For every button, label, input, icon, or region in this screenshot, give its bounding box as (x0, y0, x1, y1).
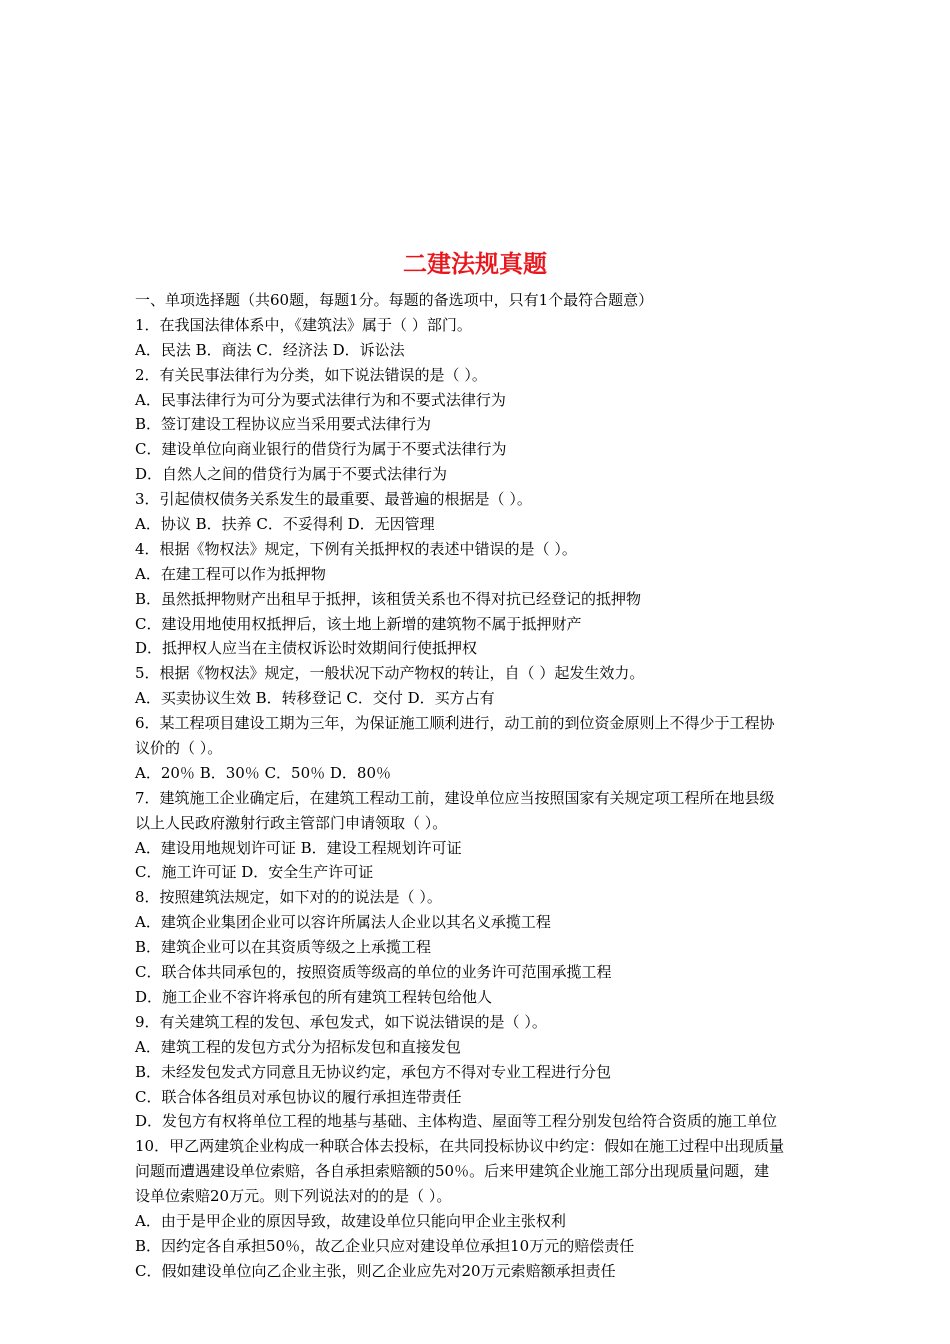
text-line: A．民法 B．商法 C．经济法 D．诉讼法 (135, 340, 405, 359)
text-line: A．20％ B．30％ C．50％ D．80％ (135, 763, 392, 782)
text-line: 5．根据《物权法》规定，一般状况下动产物权的转让，自（ ）起发生效力。 (135, 664, 645, 683)
text-line: B．因约定各自承担50％，故乙企业只应对建设单位承担10万元的赔偿责任 (135, 1236, 635, 1255)
text-line: 8．按照建筑法规定，如下对的的说法是（ ）。 (135, 888, 442, 907)
text-line: 问题而遭遇建设单位索赔，各自承担索赔额的50％。后来甲建筑企业施工部分出现质量问题，建 (135, 1162, 770, 1181)
text-line: D．发包方有权将单位工程的地基与基础、主体构造、屋面等工程分别发包给符合资质的施工单位 (135, 1112, 778, 1131)
text-line: C．施工许可证 D．安全生产许可证 (135, 863, 374, 882)
text-line: A．建设用地规划许可证 B．建设工程规划许可证 (135, 838, 462, 857)
text-line: 10．甲乙两建筑企业构成一种联合体去投标，在共同投标协议中约定：假如在施工过程中出现质量 (135, 1137, 785, 1156)
text-line: A．建筑企业集团企业可以容许所属法人企业以其名义承揽工程 (135, 913, 551, 932)
text-line: 4．根据《物权法》规定，下例有关抵押权的表述中错误的是（ ）。 (135, 539, 577, 558)
text-line: B．未经发包发式方同意且无协议约定，承包方不得对专业工程进行分包 (135, 1062, 612, 1081)
text-line: 6．某工程项目建设工期为三年，为保证施工顺利进行，动工前的到位资金原则上不得少于工程协 (135, 714, 775, 733)
text-line: 3．引起债权债务关系发生的最重要、最普遍的根据是（ ）。 (135, 490, 532, 509)
text-line: 议价的（ ）。 (135, 739, 223, 758)
text-line: B．建筑企业可以在其资质等级之上承揽工程 (135, 938, 432, 957)
text-line: A．建筑工程的发包方式分为招标发包和直接发包 (135, 1037, 461, 1056)
section-heading: 一、单项选择题（共60题，每题1分。每题的备选项中，只有1个最符合题意） (135, 291, 654, 309)
text-line: 2．有关民事法律行为分类，如下说法错误的是（ ）。 (135, 365, 487, 384)
text-line: B．虽然抵押物财产出租早于抵押，该租赁关系也不得对抗已经登记的抵押物 (135, 589, 642, 608)
text-line: 以上人民政府激射行政主管部门申请领取（ ）。 (135, 813, 448, 832)
text-line: C．假如建设单位向乙企业主张，则乙企业应先对20万元索赔额承担责任 (135, 1261, 616, 1280)
text-line: A．协议 B．扶养 C．不妥得利 D．无因管理 (135, 515, 435, 534)
text-line: A．民事法律行为可分为要式法律行为和不要式法律行为 (135, 390, 506, 409)
text-line: D．自然人之间的借贷行为属于不要式法律行为 (135, 465, 448, 484)
text-line: 9．有关建筑工程的发包、承包发式，如下说法错误的是（ ）。 (135, 1012, 547, 1031)
text-line: C．联合体共同承包的，按照资质等级高的单位的业务许可范围承揽工程 (135, 963, 612, 982)
text-line: B．签订建设工程协议应当采用要式法律行为 (135, 415, 432, 434)
text-line: D．施工企业不容许将承包的所有建筑工程转包给他人 (135, 987, 493, 1006)
text-line: D．抵押权人应当在主债权诉讼时效期间行使抵押权 (135, 639, 478, 658)
text-line: C．建设单位向商业银行的借贷行为属于不要式法律行为 (135, 440, 507, 459)
text-line: A．在建工程可以作为抵押物 (135, 564, 326, 583)
text-line: 7．建筑施工企业确定后，在建筑工程动工前，建设单位应当按照国家有关规定项工程所在地县级 (135, 788, 775, 807)
text-line: 1．在我国法律体系中，《建筑法》属于（ ）部门。 (135, 315, 472, 334)
page-title: 二建法规真题 (403, 250, 547, 278)
text-line: C．联合体各组员对承包协议的履行承担连带责任 (135, 1087, 462, 1106)
text-line: A．由于是甲企业的原因导致，故建设单位只能向甲企业主张权利 (135, 1211, 566, 1230)
text-line: A．买卖协议生效 B．转移登记 C．交付 D．买方占有 (135, 689, 495, 708)
text-line: C．建设用地使用权抵押后，该土地上新增的建筑物不属于抵押财产 (135, 614, 582, 633)
text-line: 设单位索赔20万元。则下列说法对的的是（ ）。 (135, 1187, 452, 1206)
document-body (135, 288, 863, 1284)
